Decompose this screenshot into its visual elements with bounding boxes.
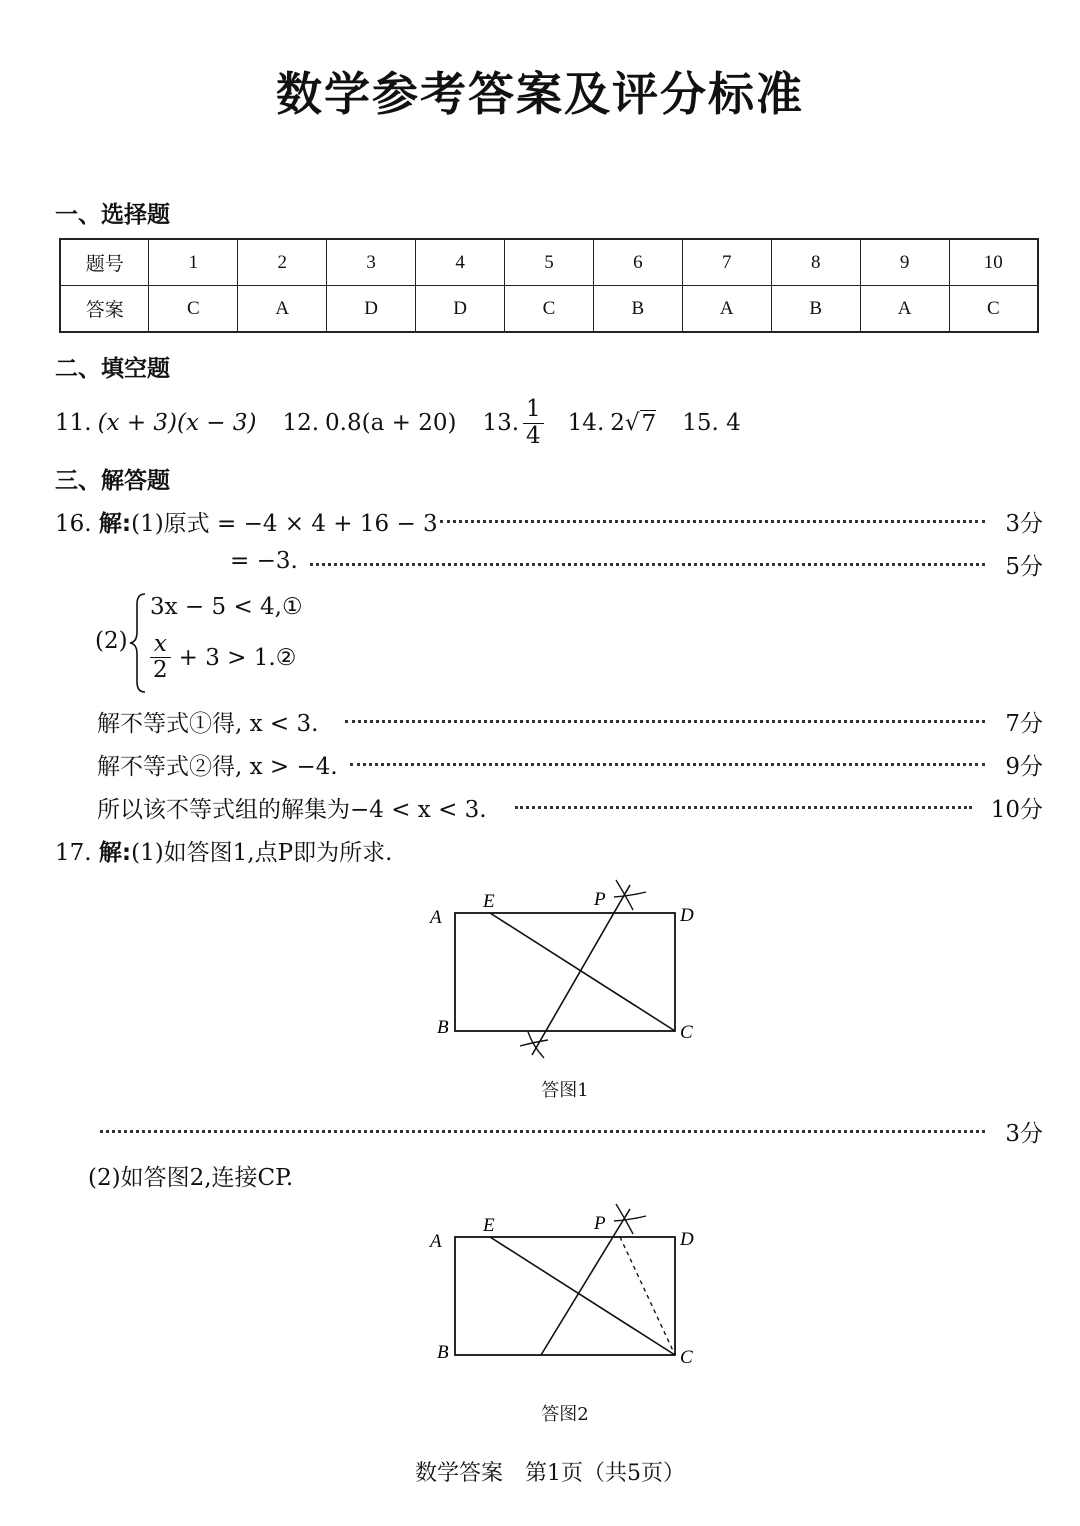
table-cell: 9 xyxy=(860,239,949,286)
page-title: 数学参考答案及评分标准 xyxy=(276,67,804,121)
figure-2-caption: 答图2 xyxy=(541,1404,589,1425)
score-mark: 5分 xyxy=(1005,554,1043,580)
table-cell: D xyxy=(416,286,505,333)
table-row-numbers xyxy=(60,239,1038,286)
q11-label: 11. xyxy=(55,410,92,436)
page-footer: 数学答案 第1页（共5页） xyxy=(415,1461,685,1486)
table-cell: C xyxy=(149,286,238,333)
table-cell: 6 xyxy=(593,239,682,286)
q17-part2: (2)如答图2,连接CP. xyxy=(88,1165,294,1191)
point-label-e: E xyxy=(483,1215,495,1236)
table-cell: 2 xyxy=(238,239,327,286)
table-cell: C xyxy=(505,286,594,333)
fill-answers-line xyxy=(55,392,741,454)
table-cell: 3 xyxy=(327,239,416,286)
dot-leader xyxy=(350,763,985,766)
q16-line2: = −3. xyxy=(230,548,298,574)
q16-step-solve-2: 解不等式②得, x > −4. xyxy=(97,754,338,780)
figure-2 xyxy=(420,1195,720,1385)
score-mark: 3分 xyxy=(1005,1121,1043,1147)
table-cell: A xyxy=(860,286,949,333)
q12-answer: 0.8(a + 20) xyxy=(325,410,457,436)
figure-1-caption: 答图1 xyxy=(541,1080,589,1101)
q16-fraction xyxy=(150,632,171,684)
segment-ec xyxy=(490,913,675,1031)
score-mark: 9分 xyxy=(1005,754,1043,780)
score-mark: 3分 xyxy=(1005,511,1043,537)
q16-inequality-2-rest: + 3 > 1.② xyxy=(178,644,297,671)
q16-solution-set: 所以该不等式组的解集为−4 < x < 3. xyxy=(97,797,487,823)
q17-part1: (1)如答图1,点P即为所求. xyxy=(131,840,393,866)
q16-frac-numerator: x xyxy=(150,632,171,658)
dot-leader xyxy=(100,1130,985,1133)
figure-1 xyxy=(420,870,720,1060)
q17-line1 xyxy=(55,834,392,867)
q14-coefficient: 2 xyxy=(610,410,625,436)
table-cell: 7 xyxy=(682,239,771,286)
point-label-e: E xyxy=(483,891,495,912)
dot-leader xyxy=(515,806,972,809)
point-label-c: C xyxy=(680,1022,693,1043)
dot-leader xyxy=(345,720,985,723)
table-header-answer: 答案 xyxy=(60,286,149,333)
q11-answer: (x + 3)(x − 3) xyxy=(97,410,257,436)
point-label-a: A xyxy=(430,1231,442,1252)
table-row-answers xyxy=(60,286,1038,333)
section-fill-heading: 二、填空题 xyxy=(55,356,170,382)
q16-inequality-1: 3x − 5 < 4,① xyxy=(150,594,303,620)
q16-label: 16. xyxy=(55,511,92,537)
q15-answer: 15. 4 xyxy=(682,410,741,436)
point-label-a: A xyxy=(430,907,442,928)
q16-part2-label: (2) xyxy=(95,628,128,654)
point-label-c: C xyxy=(680,1347,693,1368)
q14-radicand: 7 xyxy=(641,410,657,437)
q17-jie: 解: xyxy=(98,840,132,866)
arc-mark xyxy=(528,1032,544,1058)
dot-leader xyxy=(310,563,985,566)
score-mark: 7分 xyxy=(1005,711,1043,737)
q12-label: 12. xyxy=(282,410,320,436)
table-header-number: 题号 xyxy=(60,239,149,286)
q16-step-solve-1: 解不等式①得, x < 3. xyxy=(97,711,319,737)
arc-mark xyxy=(614,1216,646,1221)
point-label-p: P xyxy=(594,889,606,910)
point-label-d: D xyxy=(680,1229,694,1250)
q16-line1 xyxy=(55,505,438,538)
q13-numerator: 1 xyxy=(523,397,544,423)
table-cell: 1 xyxy=(149,239,238,286)
q13-denominator: 4 xyxy=(526,422,541,449)
table-cell: 10 xyxy=(949,239,1038,286)
table-cell: D xyxy=(327,286,416,333)
q14-label: 14. xyxy=(567,410,605,436)
q16-jie: 解: xyxy=(98,511,132,537)
perpendicular-bisector xyxy=(532,885,630,1055)
sqrt-icon: √ xyxy=(624,410,640,436)
rectangle-abcd xyxy=(455,1237,675,1355)
rectangle-abcd xyxy=(455,913,675,1031)
score-mark: 10分 xyxy=(990,797,1043,823)
q16-frac-denominator: 2 xyxy=(153,657,168,684)
q16-step1: (1)原式 = −4 × 4 + 16 − 3 xyxy=(131,511,438,537)
q16-inequality-2 xyxy=(150,632,296,684)
q13-fraction xyxy=(523,397,544,449)
table-cell: 5 xyxy=(505,239,594,286)
arc-mark xyxy=(614,892,646,897)
section-choice-heading: 一、选择题 xyxy=(55,202,170,228)
dot-leader xyxy=(440,520,985,523)
table-cell: B xyxy=(593,286,682,333)
left-brace-icon xyxy=(128,592,148,694)
answer-table xyxy=(59,238,1039,333)
table-cell: A xyxy=(682,286,771,333)
perpendicular-bisector xyxy=(541,1209,630,1355)
table-cell: A xyxy=(238,286,327,333)
table-cell: 4 xyxy=(416,239,505,286)
point-label-b: B xyxy=(437,1017,449,1038)
q17-label: 17. xyxy=(55,840,92,866)
table-cell: B xyxy=(771,286,860,333)
section-solve-heading: 三、解答题 xyxy=(55,468,170,494)
point-label-b: B xyxy=(437,1342,449,1363)
point-label-p: P xyxy=(594,1213,606,1234)
table-cell: 8 xyxy=(771,239,860,286)
point-label-d: D xyxy=(680,905,694,926)
q13-label: 13. xyxy=(482,410,520,436)
table-cell: C xyxy=(949,286,1038,333)
